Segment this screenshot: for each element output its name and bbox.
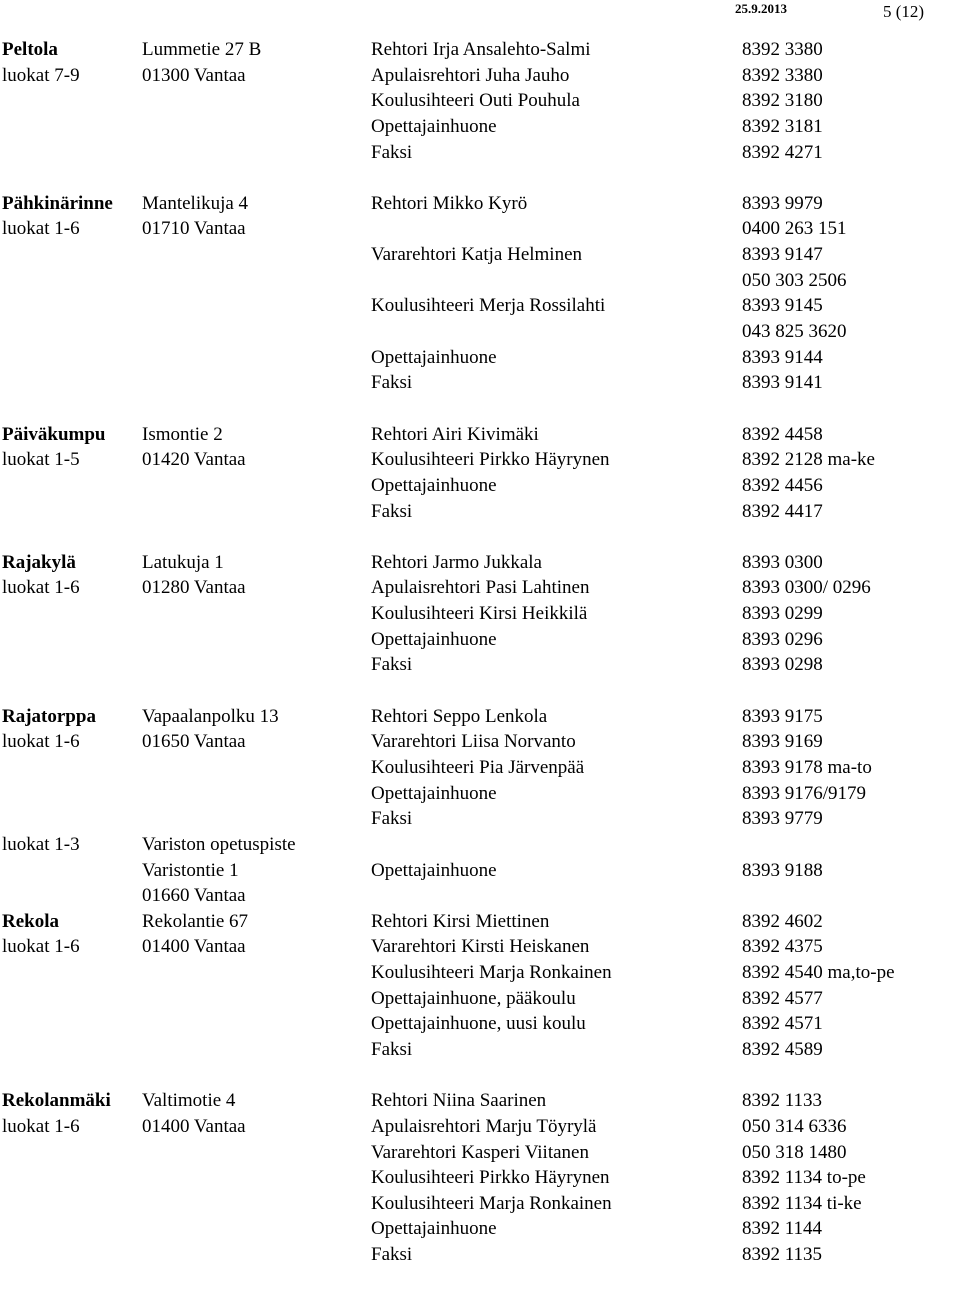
contact-row [0,37,960,63]
contact-role-cell: Opettajainhuone [371,474,497,496]
phone-cell: 8392 3380 [742,64,823,86]
address-cell: Varistontie 1 [142,859,239,881]
contact-row [0,704,960,730]
contact-row [0,909,960,935]
school-contact-list [0,37,960,1268]
phone-cell: 8392 4571 [742,1013,823,1035]
address-cell: 01400 Vantaa [142,1115,246,1137]
contact-row [0,1216,960,1242]
contact-row [0,345,960,371]
contact-role-cell: Vararehtori Kirsti Heiskanen [371,936,590,958]
contact-row [0,422,960,448]
contact-row [0,550,960,576]
phone-cell: 050 303 2506 [742,269,847,291]
phone-cell: 8393 9147 [742,244,823,266]
contact-row [0,1191,960,1217]
contact-role-cell: Apulaisrehtori Juha Jauho [371,64,570,86]
contact-row [0,524,960,550]
school-name-cell: Päiväkumpu [2,423,106,445]
page-number: 5 (12) [883,2,925,21]
phone-cell: 8392 1133 [742,1090,823,1112]
contact-role-cell: Faksi [371,372,413,394]
contact-role-cell: Rehtori Irja Ansalehto-Salmi [371,39,591,60]
phone-cell: 8393 0299 [742,603,823,625]
contact-role-cell: Opettajainhuone [371,859,497,881]
phone-cell: 8393 9145 [742,295,823,317]
contact-role-cell: Opettajainhuone [371,628,497,650]
school-name-cell: luokat 1-6 [2,936,80,958]
contact-row [0,1037,960,1063]
contact-role-cell: Opettajainhuone [371,1218,497,1240]
contact-row [0,191,960,217]
contact-role-cell: Rehtori Seppo Lenkola [371,705,548,727]
contact-row [0,1011,960,1037]
contact-row [0,268,960,294]
phone-cell: 8393 0300 [742,551,823,573]
contact-row [0,832,960,858]
contact-role-cell: Faksi [371,141,413,163]
contact-role-cell: Koulusihteeri Pirkko Häyrynen [371,449,610,471]
phone-cell: 8393 0298 [742,654,823,676]
contact-row [0,1063,960,1089]
contact-row [0,934,960,960]
contact-role-cell: Faksi [371,808,413,830]
address-cell: Rekolantie 67 [142,910,249,932]
phone-cell: 8392 3380 [742,39,823,60]
contact-row [0,242,960,268]
phone-cell: 8392 4589 [742,1038,823,1060]
contact-row [0,319,960,345]
contact-row [0,88,960,114]
phone-cell: 8392 4375 [742,936,823,958]
phone-cell: 8393 9979 [742,192,823,214]
contact-row [0,1088,960,1114]
contact-role-cell: Koulusihteeri Outi Pouhula [371,90,580,112]
school-name-cell: luokat 1-3 [2,833,80,855]
phone-cell: 8392 4540 ma,to-pe [742,962,895,984]
phone-cell: 8392 1134 ti-ke [742,1192,862,1214]
school-name-cell: Rajatorppa [2,705,96,727]
phone-cell: 8393 9178 ma-to [742,756,872,778]
contact-row [0,652,960,678]
page-header [0,0,960,30]
contact-role-cell: Faksi [371,654,413,676]
contact-row [0,883,960,909]
phone-cell: 8392 3181 [742,115,823,137]
school-name-cell: Pähkinärinne [2,192,113,214]
phone-cell: 8392 4458 [742,423,823,445]
contact-role-cell: Vararehtori Kasperi Viitanen [371,1141,589,1163]
contact-role-cell: Koulusihteeri Pirkko Häyrynen [371,1167,610,1189]
contact-row [0,755,960,781]
phone-cell: 8393 9779 [742,808,823,830]
contact-row [0,140,960,166]
school-name-cell: luokat 1-5 [2,449,80,471]
contact-row [0,960,960,986]
contact-row [0,165,960,191]
contact-role-cell: Opettajainhuone [371,115,497,137]
phone-cell: 8393 9188 [742,859,823,881]
school-name-cell: Rekola [2,910,59,932]
school-name-cell: luokat 7-9 [2,64,80,86]
school-name-cell: Rajakylä [2,551,76,573]
contact-row [0,370,960,396]
school-name-cell: luokat 1-6 [2,218,80,240]
phone-cell: 8392 4271 [742,141,823,163]
address-cell: 01420 Vantaa [142,449,246,471]
contact-row [0,601,960,627]
contact-role-cell: Faksi [371,500,413,522]
contact-role-cell: Rehtori Kirsi Miettinen [371,910,550,932]
phone-cell: 8392 4456 [742,474,823,496]
contact-role-cell: Rehtori Airi Kivimäki [371,423,539,445]
contact-row [0,63,960,89]
address-cell: 01400 Vantaa [142,936,246,958]
contact-role-cell: Opettajainhuone, uusi koulu [371,1013,586,1035]
contact-role-cell: Apulaisrehtori Marju Töyrylä [371,1115,597,1137]
contact-role-cell: Rehtori Niina Saarinen [371,1090,547,1112]
phone-cell: 8392 2128 ma-ke [742,449,875,471]
address-cell: 01650 Vantaa [142,731,246,753]
contact-row [0,1242,960,1268]
contact-row [0,396,960,422]
contact-row [0,293,960,319]
contact-role-cell: Rehtori Jarmo Jukkala [371,551,542,573]
contact-role-cell: Opettajainhuone [371,346,497,368]
contact-row [0,114,960,140]
contact-row [0,216,960,242]
contact-row [0,1140,960,1166]
phone-cell: 8392 1135 [742,1244,823,1266]
address-cell: 01280 Vantaa [142,577,246,599]
contact-role-cell: Koulusihteeri Marja Ronkainen [371,1192,612,1214]
address-cell: Valtimotie 4 [142,1090,236,1112]
address-cell: Variston opetuspiste [142,833,296,855]
school-name-cell: luokat 1-6 [2,731,80,753]
address-cell: 01710 Vantaa [142,218,246,240]
contact-row [0,447,960,473]
address-cell: Ismontie 2 [142,423,223,445]
contact-row [0,575,960,601]
contact-role-cell: Faksi [371,1244,413,1266]
phone-cell: 8393 9141 [742,372,823,394]
phone-cell: 050 318 1480 [742,1141,847,1163]
contact-role-cell: Vararehtori Liisa Norvanto [371,731,576,753]
phone-cell: 8393 0296 [742,628,823,650]
phone-cell: 8393 9176/9179 [742,782,867,804]
contact-row [0,678,960,704]
document-date: 25.9.2013 [735,1,787,16]
address-cell: 01300 Vantaa [142,64,246,86]
phone-cell: 0400 263 151 [742,218,847,240]
contact-row [0,1165,960,1191]
school-name-cell: Rekolanmäki [2,1090,111,1112]
contact-role-cell: Faksi [371,1038,413,1060]
phone-cell: 8393 9144 [742,346,823,368]
contact-role-cell: Vararehtori Katja Helminen [371,244,583,266]
phone-cell: 8393 0300/ 0296 [742,577,871,599]
contact-row [0,781,960,807]
phone-cell: 8392 3180 [742,90,823,112]
contact-role-cell: Apulaisrehtori Pasi Lahtinen [371,577,590,599]
contact-role-cell: Opettajainhuone [371,782,497,804]
school-name-cell: luokat 1-6 [2,577,80,599]
school-name-cell: luokat 1-6 [2,1115,80,1137]
contact-row [0,729,960,755]
phone-cell: 8392 4602 [742,910,823,932]
address-cell: 01660 Vantaa [142,885,246,907]
phone-cell: 8392 4577 [742,987,823,1009]
contact-role-cell: Koulusihteeri Marja Ronkainen [371,962,612,984]
contact-role-cell: Opettajainhuone, pääkoulu [371,987,576,1009]
contact-row [0,499,960,525]
contact-row [0,806,960,832]
phone-cell: 050 314 6336 [742,1115,847,1137]
phone-cell: 8392 1144 [742,1218,823,1240]
contact-row [0,473,960,499]
school-name-cell: Peltola [2,39,58,60]
phone-cell: 8393 9175 [742,705,823,727]
contact-row [0,858,960,884]
phone-cell: 8392 1134 to-pe [742,1167,866,1189]
address-cell: Lummetie 27 B [142,39,262,60]
contact-row [0,627,960,653]
phone-cell: 8393 9169 [742,731,823,753]
contact-role-cell: Koulusihteeri Pia Järvenpää [371,756,585,778]
contact-role-cell: Rehtori Mikko Kyrö [371,192,528,214]
contact-row [0,1114,960,1140]
address-cell: Latukuja 1 [142,551,224,573]
phone-cell: 043 825 3620 [742,321,847,343]
contact-row [0,986,960,1012]
address-cell: Mantelikuja 4 [142,192,249,214]
contact-role-cell: Koulusihteeri Kirsi Heikkilä [371,603,588,625]
contact-role-cell: Koulusihteeri Merja Rossilahti [371,295,606,317]
phone-cell: 8392 4417 [742,500,823,522]
address-cell: Vapaalanpolku 13 [142,705,279,727]
